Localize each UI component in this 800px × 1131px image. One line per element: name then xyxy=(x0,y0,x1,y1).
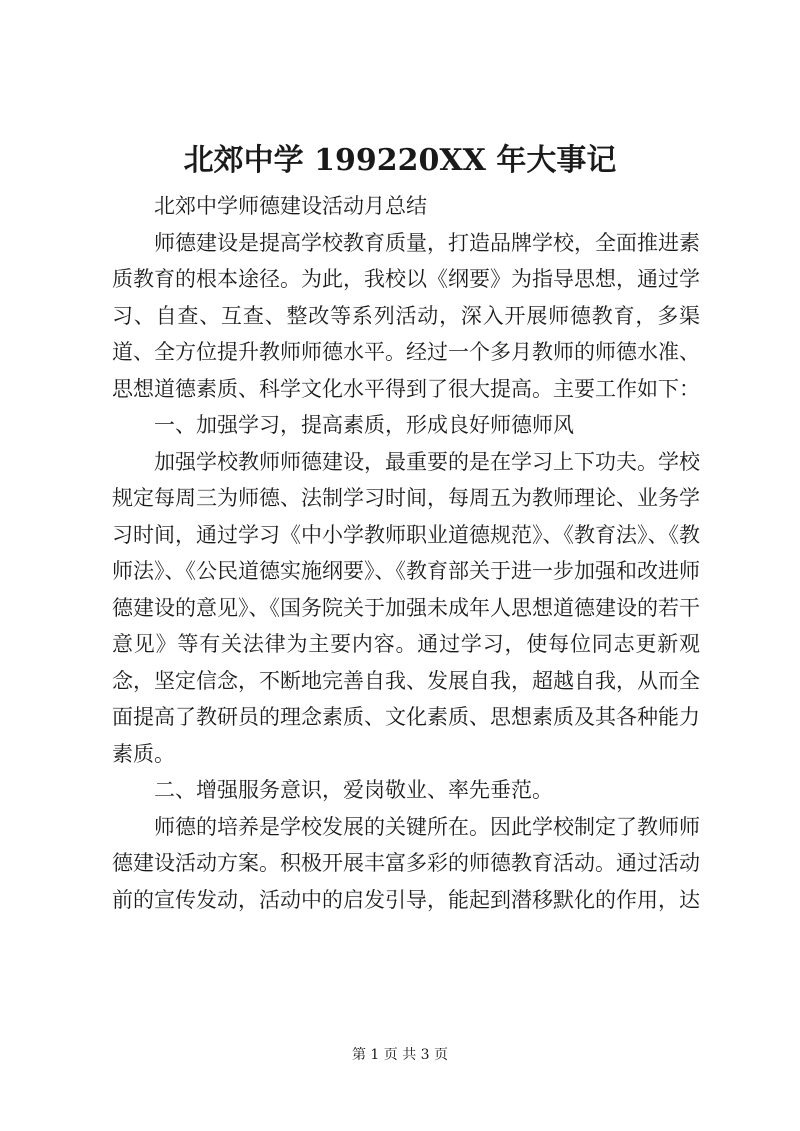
paragraph-subtitle: 北郊中学师德建设活动月总结 xyxy=(154,194,427,218)
section-heading-2: 二、增强服务意识，爱岗敬业、率先垂范。 xyxy=(154,778,553,802)
document-body xyxy=(112,188,700,918)
paragraph-intro: 师德建设是提高学校教育质量，打造品牌学校，全面推进素质教育的根本途径。为此，我校以《纲要》为指导思想，通过学习、自查、互查、整改等系列活动，深入开展师德教育，多渠道、全方位提升教师师德水平。经过一个多月教师的师德水准、思想道德素质、科学文化水平得到了很大提高。主要工作如下： xyxy=(112,230,700,401)
page-footer: 第 1 页 共 3 页 xyxy=(351,1047,449,1063)
section-heading-1: 一、加强学习，提高素质，形成良好师德师风 xyxy=(154,413,574,437)
paragraph-section-2: 师德的培养是学校发展的关键所在。因此学校制定了教师师德建设活动方案。积极开展丰富多彩的师德教育活动。通过活动前的宣传发动，活动中的启发引导，能起到潜移默化的作用，达 xyxy=(112,814,700,912)
document-title: 北郊中学 199220XX 年大事记 xyxy=(183,143,617,178)
paragraph-section-1: 加强学校教师师德建设，最重要的是在学习上下功夫。学校规定每周三为师德、法制学习时间，每周五为教师理论、业务学习时间，通过学习《中小学教师职业道德规范》、《教育法》、《教师法》、《公民道德实施纲要》、《教育部关于进一步加强和改进师德建设的意见》、《国务院关于加强未成年人思想道德建设的若干意见》等有关法律为主要内容。通过学习，使每位同志更新观念，坚定信念，不断地完善自我、发展自我，超越自我，从而全面提高了教研员的理念素质、文化素质、思想素质及其各种能力素质。 xyxy=(112,449,700,766)
